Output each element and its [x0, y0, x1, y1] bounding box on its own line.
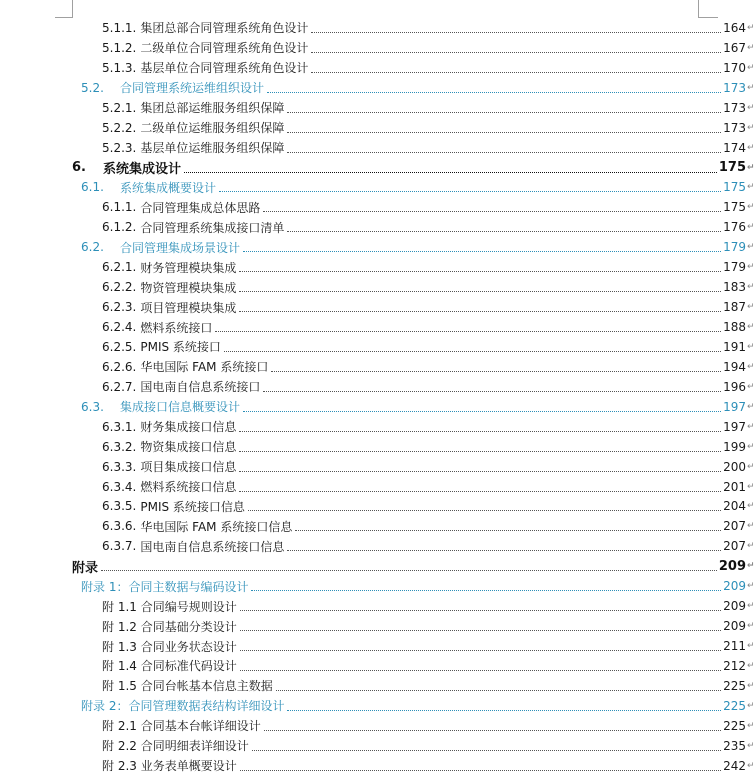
toc-entry[interactable] — [0, 576, 755, 596]
toc-entry-title: 二级单位运维服务组织保障 — [140, 121, 285, 136]
toc-dot-leader — [267, 91, 721, 93]
paragraph-mark-icon: ↵ — [747, 501, 755, 512]
toc-dot-leader — [240, 609, 721, 611]
toc-entry-number: 5.2.3. — [102, 140, 137, 155]
paragraph-mark-icon: ↵ — [747, 660, 755, 671]
toc-entry-title: 集团总部合同管理系统角色设计 — [140, 21, 309, 36]
toc-entry-page-number: 194 — [723, 359, 746, 374]
toc-entry-number: 6.3.7. — [102, 539, 137, 554]
toc-entry-title: 附 2.1 合同基本台帐详细设计 — [102, 719, 261, 734]
toc-dot-leader — [248, 509, 721, 511]
toc-entry-title: 附 1.1 合同编号规则设计 — [102, 599, 237, 614]
toc-entry[interactable] — [0, 516, 755, 536]
paragraph-mark-icon: ↵ — [747, 621, 755, 632]
toc-entry[interactable] — [0, 656, 755, 676]
toc-entry[interactable] — [0, 676, 755, 696]
toc-entry-title: 项目管理模块集成 — [140, 300, 237, 315]
toc-dot-leader — [239, 290, 721, 292]
toc-entry[interactable] — [0, 297, 755, 317]
paragraph-mark-icon: ↵ — [747, 102, 755, 113]
toc-entry[interactable] — [0, 357, 755, 377]
toc-entry-title: 附 2.3 业务表单概要设计 — [102, 759, 237, 774]
toc-entry-page-number: 173 — [723, 120, 746, 135]
toc-entry-page-number: 196 — [723, 379, 746, 394]
toc-entry-page-number: 209 — [723, 579, 746, 594]
toc-entry[interactable] — [0, 696, 755, 716]
toc-entry-page-number: 179 — [723, 240, 746, 255]
toc-entry-number: 5.1.3. — [102, 60, 137, 75]
toc-dot-leader — [224, 350, 721, 352]
toc-entry-page-number: 174 — [723, 140, 746, 155]
toc-entry-title: 附 1.2 合同基础分类设计 — [102, 619, 237, 634]
table-of-contents — [0, 18, 755, 776]
toc-entry-title: 附录 — [72, 560, 99, 576]
toc-entry-title: PMIS 系统接口信息 — [140, 499, 245, 514]
toc-entry-number: 5.2.1. — [102, 100, 137, 115]
toc-entry-title: 物资集成接口信息 — [140, 440, 237, 455]
toc-entry-page-number: 209 — [723, 599, 746, 614]
toc-dot-leader — [263, 210, 721, 212]
paragraph-mark-icon: ↵ — [747, 401, 755, 412]
toc-entry-title: 集成接口信息概要设计 — [120, 400, 241, 415]
toc-entry-number: 6.2.1. — [102, 260, 137, 275]
toc-entry-page-number: 209 — [718, 558, 746, 574]
toc-entry-title: 系统集成设计 — [103, 162, 182, 178]
toc-dot-leader — [243, 410, 721, 412]
toc-entry-title: 合同管理系统集成接口清单 — [140, 220, 285, 235]
paragraph-mark-icon: ↵ — [747, 740, 755, 751]
paragraph-mark-icon: ↵ — [747, 720, 755, 731]
toc-dot-leader — [215, 330, 721, 332]
toc-entry-title: 合同管理集成总体思路 — [140, 200, 261, 215]
crop-mark-left-vertical — [72, 0, 73, 17]
toc-entry-number: 6.3.2. — [102, 439, 137, 454]
paragraph-mark-icon: ↵ — [747, 122, 755, 133]
toc-entry[interactable] — [0, 636, 755, 656]
toc-dot-leader — [287, 131, 721, 133]
toc-dot-leader — [251, 589, 721, 591]
toc-dot-leader — [287, 111, 721, 113]
toc-entry-page-number: 211 — [723, 639, 746, 654]
toc-entry-number: 6.2.5. — [102, 339, 137, 354]
toc-entry-page-number: 225 — [723, 678, 746, 693]
toc-entry-page-number: 176 — [723, 220, 746, 235]
toc-entry-page-number: 175 — [723, 200, 746, 215]
toc-entry-number: 6.2.6. — [102, 359, 137, 374]
toc-entry[interactable] — [0, 756, 755, 776]
paragraph-mark-icon: ↵ — [747, 202, 755, 213]
toc-entry[interactable] — [0, 377, 755, 397]
toc-entry-title: 财务集成接口信息 — [140, 420, 237, 435]
toc-entry-number: 6.2. — [81, 240, 104, 255]
toc-entry-title: 华电国际 FAM 系统接口 — [140, 360, 269, 375]
toc-entry[interactable] — [0, 138, 755, 158]
toc-entry-title: 附录 2：合同管理数据表结构详细设计 — [81, 699, 285, 714]
paragraph-mark-icon: ↵ — [747, 142, 755, 153]
paragraph-mark-icon: ↵ — [747, 162, 755, 173]
toc-entry-page-number: 201 — [723, 479, 746, 494]
toc-dot-leader — [240, 669, 721, 671]
paragraph-mark-icon: ↵ — [747, 222, 755, 233]
paragraph-mark-icon: ↵ — [747, 700, 755, 711]
toc-dot-leader — [311, 71, 721, 73]
toc-entry-page-number: 173 — [723, 80, 746, 95]
toc-entry-page-number: 179 — [723, 260, 746, 275]
toc-entry-title: 燃料系统接口 — [140, 320, 213, 335]
toc-dot-leader — [184, 171, 717, 173]
toc-entry-page-number: 170 — [723, 60, 746, 75]
toc-dot-leader — [239, 270, 721, 272]
toc-entry-title: 附 2.2 合同明细表详细设计 — [102, 739, 249, 754]
paragraph-mark-icon: ↵ — [747, 242, 755, 253]
toc-dot-leader — [239, 450, 721, 452]
toc-entry-page-number: 204 — [723, 499, 746, 514]
toc-entry[interactable] — [0, 536, 755, 556]
toc-entry[interactable] — [0, 78, 755, 98]
toc-dot-leader — [287, 549, 721, 551]
toc-entry-title: 国电南自信息系统接口 — [140, 380, 261, 395]
toc-entry-title: 系统集成概要设计 — [120, 180, 217, 195]
toc-entry-number: 6.2.2. — [102, 280, 137, 295]
toc-entry[interactable] — [0, 58, 755, 78]
toc-entry-number: 6.1.2. — [102, 220, 137, 235]
toc-dot-leader — [295, 529, 721, 531]
toc-dot-leader — [264, 729, 721, 731]
toc-entry-title: 集团总部运维服务组织保障 — [140, 101, 285, 116]
toc-dot-leader — [287, 230, 721, 232]
toc-entry-title: 物资管理模块集成 — [140, 280, 237, 295]
toc-entry-number: 6.3.1. — [102, 419, 137, 434]
toc-dot-leader — [239, 490, 721, 492]
toc-entry-title: 二级单位合同管理系统角色设计 — [140, 41, 309, 56]
toc-dot-leader — [240, 769, 721, 771]
toc-entry-page-number: 173 — [723, 100, 746, 115]
toc-dot-leader — [239, 310, 721, 312]
toc-dot-leader — [101, 569, 717, 571]
toc-entry-title: 国电南自信息系统接口信息 — [140, 539, 285, 554]
toc-entry[interactable] — [0, 716, 755, 736]
toc-entry[interactable] — [0, 556, 755, 576]
toc-dot-leader — [239, 430, 721, 432]
toc-entry-number: 5.2. — [81, 80, 104, 95]
toc-entry-title: 合同管理集成场景设计 — [120, 240, 241, 255]
toc-dot-leader — [271, 370, 721, 372]
toc-entry-page-number: 164 — [723, 20, 746, 35]
toc-entry-number: 6.2.7. — [102, 379, 137, 394]
toc-dot-leader — [311, 51, 721, 53]
toc-entry-page-number: 167 — [723, 40, 746, 55]
paragraph-mark-icon: ↵ — [747, 82, 755, 93]
toc-entry[interactable] — [0, 497, 755, 517]
paragraph-mark-icon: ↵ — [747, 361, 755, 372]
toc-entry-page-number: 209 — [723, 619, 746, 634]
toc-entry[interactable] — [0, 237, 755, 257]
paragraph-mark-icon: ↵ — [747, 601, 755, 612]
toc-entry[interactable] — [0, 158, 755, 178]
toc-entry-title: 基层单位运维服务组织保障 — [140, 141, 285, 156]
paragraph-mark-icon: ↵ — [747, 42, 755, 53]
toc-entry-number: 5.2.2. — [102, 120, 137, 135]
toc-entry-page-number: 242 — [723, 758, 746, 773]
toc-entry-number: 6.3.5. — [102, 499, 137, 514]
paragraph-mark-icon: ↵ — [747, 322, 755, 333]
toc-entry-number: 6.1.1. — [102, 200, 137, 215]
toc-entry[interactable] — [0, 118, 755, 138]
toc-entry-title: 财务管理模块集成 — [140, 260, 237, 275]
toc-dot-leader — [240, 629, 721, 631]
toc-entry-page-number: 175 — [718, 160, 746, 176]
toc-entry-number: 6.2.3. — [102, 300, 137, 315]
toc-entry[interactable] — [0, 457, 755, 477]
paragraph-mark-icon: ↵ — [747, 680, 755, 691]
toc-entry-title: 华电国际 FAM 系统接口信息 — [140, 519, 293, 534]
paragraph-mark-icon: ↵ — [747, 421, 755, 432]
toc-entry-title: 附录 1：合同主数据与编码设计 — [81, 579, 249, 594]
toc-dot-leader — [287, 709, 721, 711]
toc-entry-page-number: 200 — [723, 459, 746, 474]
toc-entry[interactable] — [0, 257, 755, 277]
toc-dot-leader — [287, 151, 721, 153]
toc-entry-number: 5.1.2. — [102, 40, 137, 55]
toc-dot-leader — [276, 689, 721, 691]
toc-entry[interactable] — [0, 217, 755, 237]
paragraph-mark-icon: ↵ — [747, 302, 755, 313]
toc-entry-page-number: 207 — [723, 539, 746, 554]
toc-entry[interactable] — [0, 397, 755, 417]
paragraph-mark-icon: ↵ — [747, 381, 755, 392]
paragraph-mark-icon: ↵ — [747, 461, 755, 472]
toc-entry-page-number: 183 — [723, 280, 746, 295]
toc-entry-number: 6.1. — [81, 180, 104, 195]
paragraph-mark-icon: ↵ — [747, 262, 755, 273]
toc-entry-title: 基层单位合同管理系统角色设计 — [140, 61, 309, 76]
paragraph-mark-icon: ↵ — [747, 22, 755, 33]
toc-entry-number: 6.2.4. — [102, 320, 137, 335]
toc-entry-page-number: 191 — [723, 339, 746, 354]
toc-entry[interactable] — [0, 477, 755, 497]
paragraph-mark-icon: ↵ — [747, 581, 755, 592]
toc-entry-page-number: 235 — [723, 738, 746, 753]
toc-entry-number: 6.3. — [81, 399, 104, 414]
toc-entry[interactable] — [0, 317, 755, 337]
paragraph-mark-icon: ↵ — [747, 182, 755, 193]
toc-entry-title: 燃料系统接口信息 — [140, 480, 237, 495]
toc-entry[interactable] — [0, 437, 755, 457]
toc-dot-leader — [239, 470, 721, 472]
toc-entry[interactable] — [0, 736, 755, 756]
toc-entry-page-number: 212 — [723, 658, 746, 673]
toc-entry[interactable] — [0, 18, 755, 38]
paragraph-mark-icon: ↵ — [747, 481, 755, 492]
paragraph-mark-icon: ↵ — [747, 760, 755, 771]
paragraph-mark-icon: ↵ — [747, 541, 755, 552]
toc-entry-number: 6.3.3. — [102, 459, 137, 474]
paragraph-mark-icon: ↵ — [747, 62, 755, 73]
toc-entry-title: 附 1.3 合同业务状态设计 — [102, 639, 237, 654]
toc-entry-page-number: 197 — [723, 419, 746, 434]
toc-entry-page-number: 197 — [723, 399, 746, 414]
toc-entry-title: 附 1.4 合同标准代码设计 — [102, 659, 237, 674]
paragraph-mark-icon: ↵ — [747, 561, 755, 572]
toc-dot-leader — [219, 190, 721, 192]
toc-dot-leader — [311, 31, 721, 33]
paragraph-mark-icon: ↵ — [747, 441, 755, 452]
toc-dot-leader — [243, 250, 721, 252]
toc-entry[interactable] — [0, 337, 755, 357]
toc-entry[interactable] — [0, 98, 755, 118]
toc-entry[interactable] — [0, 197, 755, 217]
toc-entry[interactable] — [0, 38, 755, 58]
toc-entry-title: 合同管理系统运维组织设计 — [120, 81, 265, 96]
toc-entry-page-number: 207 — [723, 519, 746, 534]
toc-entry-number: 6.3.4. — [102, 479, 137, 494]
toc-entry-page-number: 188 — [723, 320, 746, 335]
toc-entry-page-number: 225 — [723, 718, 746, 733]
toc-entry-number: 6. — [72, 160, 86, 176]
toc-entry[interactable] — [0, 596, 755, 616]
toc-entry-number: 6.3.6. — [102, 519, 137, 534]
toc-entry-page-number: 225 — [723, 698, 746, 713]
toc-entry[interactable] — [0, 417, 755, 437]
toc-entry[interactable] — [0, 616, 755, 636]
toc-entry-title: 项目集成接口信息 — [140, 460, 237, 475]
paragraph-mark-icon: ↵ — [747, 521, 755, 532]
toc-entry[interactable] — [0, 277, 755, 297]
paragraph-mark-icon: ↵ — [747, 282, 755, 293]
toc-entry-page-number: 175 — [723, 180, 746, 195]
toc-entry[interactable] — [0, 178, 755, 198]
toc-entry-number: 5.1.1. — [102, 20, 137, 35]
toc-dot-leader — [240, 649, 721, 651]
toc-dot-leader — [263, 390, 721, 392]
toc-entry-title: 附 1.5 合同台帐基本信息主数据 — [102, 679, 273, 694]
paragraph-mark-icon: ↵ — [747, 341, 755, 352]
toc-dot-leader — [252, 749, 721, 751]
paragraph-mark-icon: ↵ — [747, 641, 755, 652]
toc-entry-page-number: 187 — [723, 300, 746, 315]
toc-entry-title: PMIS 系统接口 — [140, 340, 221, 355]
toc-entry-page-number: 199 — [723, 439, 746, 454]
crop-mark-right-vertical — [698, 0, 699, 17]
